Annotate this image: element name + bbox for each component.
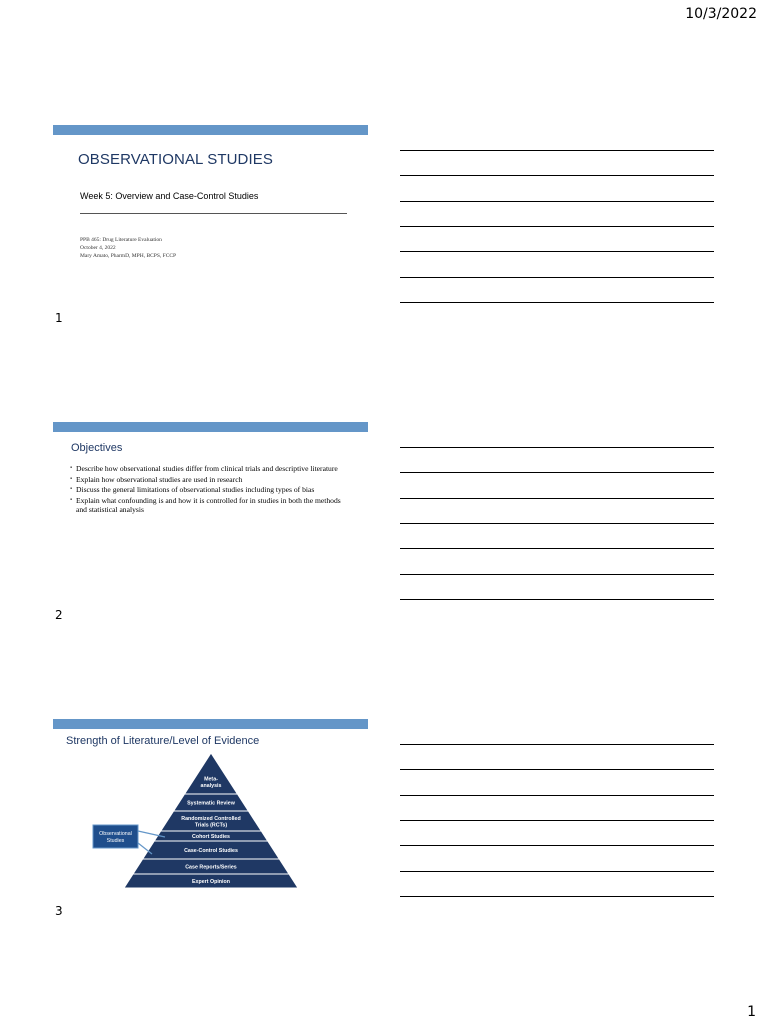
pyramid-level-label: Trials (RCTs) bbox=[194, 822, 228, 829]
bullet-icon: ▪ bbox=[70, 486, 73, 493]
course-line: PPB 465: Drug Literature Evaluation bbox=[80, 237, 162, 243]
slide-number-1: 1 bbox=[55, 311, 63, 325]
objectives-list bbox=[70, 465, 350, 517]
callout-label: Studies bbox=[106, 838, 125, 844]
pyramid-level-label: Cohort Studies bbox=[192, 834, 230, 840]
list-item: ▪ Explain how observational studies are used in research bbox=[70, 474, 243, 484]
bullet-icon: ▪ bbox=[70, 465, 73, 471]
pyramid-level-label: analysis bbox=[200, 782, 222, 789]
pyramid-level-label: Systematic Review bbox=[187, 800, 235, 807]
slide-2 bbox=[53, 422, 368, 602]
slide-subtitle: Week 5: Overview and Case-Control Studies bbox=[80, 191, 259, 201]
pyramid-level-label: Randomized Controlled bbox=[181, 815, 241, 822]
bullet-icon: ▪ bbox=[70, 475, 73, 482]
slide-1 bbox=[53, 125, 368, 305]
pyramid-level-label: Meta- bbox=[204, 776, 218, 783]
slide-title: Objectives bbox=[71, 442, 123, 454]
title-divider bbox=[80, 213, 347, 214]
list-item: ▪ Explain what confounding is and how it is controlled for in studies in both the methods and statistical analysis bbox=[70, 496, 341, 514]
bullet-icon: ▪ bbox=[70, 497, 73, 504]
presentation-meta bbox=[80, 236, 176, 260]
date-line: October 4, 2022 bbox=[80, 245, 116, 251]
pyramid-level-label: Case Reports/Series bbox=[185, 864, 237, 871]
slide-number-2: 2 bbox=[55, 608, 63, 622]
pyramid-level-label: Case-Control Studies bbox=[184, 848, 238, 854]
slide-number-3: 3 bbox=[55, 904, 63, 918]
pyramid-level-label: Expert Opinion bbox=[192, 879, 230, 885]
header-date: 10/3/2022 bbox=[685, 6, 757, 22]
author-line: Mary Amato, PharmD, MPH, BCPS, FCCP bbox=[80, 253, 177, 259]
slide-title: OBSERVATIONAL STUDIES bbox=[78, 151, 273, 168]
list-item: ▪ Discuss the general limitations of observational studies including types of bias bbox=[70, 485, 315, 495]
slide-accent-bar bbox=[53, 422, 368, 432]
slide-accent-bar bbox=[53, 125, 368, 135]
page-number: 1 bbox=[747, 1004, 756, 1020]
slide-3 bbox=[53, 719, 368, 899]
slide-title: Strength of Literature/Level of Evidence bbox=[66, 735, 260, 747]
callout-label: Observational bbox=[99, 831, 132, 837]
list-item: ▪ Describe how observational studies differ from clinical trials and descriptive literature bbox=[70, 464, 338, 473]
evidence-pyramid bbox=[53, 719, 368, 899]
